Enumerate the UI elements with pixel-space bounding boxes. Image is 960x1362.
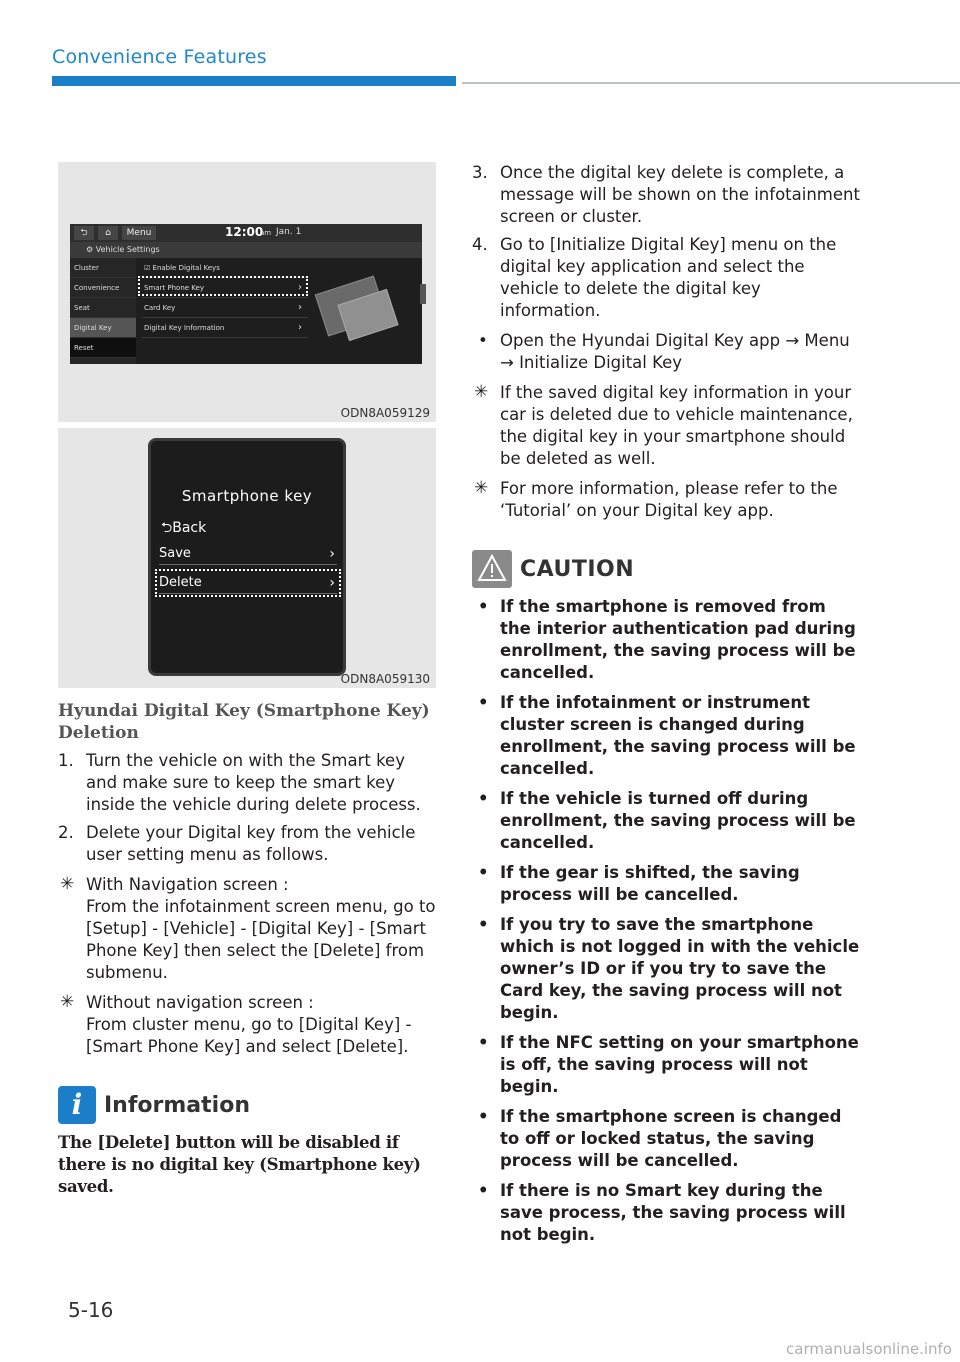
- bullet-dot: •: [478, 789, 489, 808]
- cluster-item-label: Save: [159, 546, 191, 561]
- caution-text: If the infotainment or instrument cluster screen is changed during enrollment, the saving process will be cancelled.: [500, 693, 856, 778]
- caution-text: If you try to save the smartphone which is not logged in with the vehicle owner’s ID or if you try to save the Card key, the saving process will not begin.: [500, 915, 860, 1022]
- caution-item: [472, 1180, 860, 1246]
- step-number: 4.: [472, 235, 488, 254]
- asterisk-icon: ✳: [60, 874, 75, 894]
- screen-row-enable: [142, 258, 308, 278]
- step-number: 3.: [472, 163, 488, 182]
- back-arrow-icon: ⮌: [161, 520, 173, 536]
- bullet-dot: •: [478, 1181, 489, 1200]
- note-text: For more information, please refer to the ‘Tutorial’ on your Digital key app.: [500, 479, 838, 520]
- chevron-right-icon: ›: [298, 322, 302, 333]
- sidebar-item-digital-key: Digital Key: [70, 318, 136, 338]
- bullet-dot: •: [478, 331, 488, 350]
- chevron-right-icon: ›: [298, 282, 302, 293]
- highlight-dotted-frame: [155, 569, 341, 597]
- gear-icon: ⚙: [86, 245, 96, 254]
- screen-row-label: Enable Digital Keys: [152, 264, 220, 272]
- caution-item: [472, 788, 860, 854]
- asterisk-icon: ✳: [60, 992, 75, 1012]
- cluster-screen: [148, 438, 346, 676]
- bullet-dot: •: [478, 915, 489, 934]
- chevron-right-icon: ›: [329, 546, 335, 562]
- caution-title: CAUTION: [520, 556, 635, 582]
- bullet-text: Open the Hyundai Digital Key app → Menu → Initialize Digital Key: [500, 331, 850, 372]
- caution-text: If the smartphone screen is changed to off or locked status, the saving process will be cancelled.: [500, 1107, 842, 1170]
- header-accent-bar: [52, 76, 456, 86]
- screen-top-bar: [70, 224, 422, 242]
- asterisk-icon: ✳: [474, 382, 489, 402]
- note-heading: With Navigation screen :: [86, 875, 289, 894]
- cluster-item-save: [159, 543, 337, 565]
- cluster-back-label: Back: [172, 520, 207, 536]
- screen-subtitle: [70, 242, 422, 258]
- figure-infotainment-screen: [58, 162, 436, 422]
- bullet-dot: •: [478, 1033, 489, 1052]
- clock-date: Jan. 1: [276, 227, 302, 237]
- caution-item: [472, 692, 860, 780]
- page-number: 5-16: [68, 1298, 114, 1322]
- note-item: [472, 478, 860, 522]
- figure-cluster-screen: [58, 428, 436, 688]
- highlight-dotted-frame: [138, 276, 308, 296]
- information-header: [58, 1086, 436, 1124]
- step-text: Go to [Initialize Digital Key] menu on the digital key application and select the vehicle to delete the digital key information.: [500, 235, 837, 320]
- chapter-title: Convenience Features: [52, 46, 267, 68]
- screen-row-digital-key-info: [142, 318, 308, 338]
- asterisk-icon: ✳: [474, 478, 489, 498]
- sidebar-item-convenience: Convenience: [70, 278, 136, 298]
- menu-button: Menu: [122, 226, 156, 240]
- figure-code: ODN8A059130: [340, 672, 430, 686]
- screen-side-tab: [420, 284, 426, 304]
- caution-text: If the gear is shifted, the saving process will be cancelled.: [500, 863, 800, 904]
- screen-subtitle-text: Vehicle Settings: [95, 245, 160, 254]
- caution-item: [472, 596, 860, 684]
- clock-time: 12:00: [225, 225, 264, 239]
- section-title: Hyundai Digital Key (Smartphone Key) Deletion: [58, 701, 430, 743]
- chevron-right-icon: ›: [329, 575, 335, 591]
- step-text: Once the digital key delete is complete, a message will be shown on the infotainment screen or cluster.: [500, 163, 860, 226]
- checkbox-icon: ☑: [144, 264, 153, 272]
- step-item: [58, 822, 436, 866]
- screen-row-label: Card Key: [144, 304, 176, 312]
- step-number: 2.: [58, 823, 74, 842]
- right-column: [472, 162, 860, 1246]
- bullet-dot: •: [478, 597, 489, 616]
- sidebar-item-seat: Seat: [70, 298, 136, 318]
- step-text: Turn the vehicle on with the Smart key and make sure to keep the smart key inside the vehicle during delete process.: [86, 751, 421, 814]
- screen-sidebar: [70, 258, 136, 364]
- bullet-dot: •: [478, 1107, 489, 1126]
- screen-row-label: Digital Key Information: [144, 324, 225, 332]
- home-icon: ⌂: [98, 226, 118, 240]
- cluster-item-label: Delete: [159, 575, 202, 590]
- bullet-item: [472, 330, 860, 374]
- step-item: [472, 162, 860, 228]
- left-column: [58, 162, 436, 1198]
- figure-code: ODN8A059129: [340, 406, 430, 420]
- note-heading: Without navigation screen :: [86, 993, 314, 1012]
- step-item: [58, 750, 436, 816]
- caution-item: [472, 914, 860, 1024]
- back-arrow-icon: ⮌: [74, 226, 94, 240]
- caution-item: [472, 862, 860, 906]
- information-title: Information: [104, 1092, 250, 1118]
- caution-header: [472, 550, 860, 588]
- bullet-dot: •: [478, 863, 489, 882]
- header-divider: [462, 82, 960, 84]
- information-icon: i: [58, 1086, 96, 1124]
- caution-text: If there is no Smart key during the save process, the saving process will not begin.: [500, 1181, 846, 1244]
- cluster-title: Smartphone key: [181, 487, 313, 505]
- screen-row-label: Smart Phone Key: [144, 284, 204, 292]
- note-text: From the infotainment screen menu, go to [Setup] - [Vehicle] - [Digital Key] - [Smart Phone Key] then select the [Delete] from submenu.: [86, 897, 436, 982]
- caution-text: If the NFC setting on your smartphone is off, the saving process will not begin.: [500, 1033, 859, 1096]
- cluster-back: [161, 517, 206, 541]
- sidebar-item-reset: Reset: [70, 338, 136, 358]
- watermark: carmanualsonline.info: [786, 1340, 952, 1358]
- caution-item: [472, 1106, 860, 1172]
- infotainment-screen: [70, 224, 422, 364]
- caution-text: If the smartphone is removed from the interior authentication pad during enrollment, the saving process will be cancelled.: [500, 597, 856, 682]
- note-text: From cluster menu, go to [Digital Key] - [Smart Phone Key] and select [Delete].: [86, 1015, 412, 1056]
- note-item: [472, 382, 860, 470]
- clock-am: am: [260, 229, 272, 237]
- sidebar-item-cluster: Cluster: [70, 258, 136, 278]
- caution-item: [472, 1032, 860, 1098]
- warning-triangle-icon: [472, 550, 512, 588]
- step-text: Delete your Digital key from the vehicle user setting menu as follows.: [86, 823, 416, 864]
- step-number: 1.: [58, 751, 74, 770]
- step-item: [472, 234, 860, 322]
- information-text: The [Delete] button will be disabled if there is no digital key (Smartphone key) saved.: [58, 1133, 421, 1196]
- screen-row-card-key: [142, 298, 308, 318]
- chevron-right-icon: ›: [298, 302, 302, 313]
- bullet-dot: •: [478, 693, 489, 712]
- caution-text: If the vehicle is turned off during enrollment, the saving process will be cancelled.: [500, 789, 856, 852]
- note-item: [58, 874, 436, 984]
- note-item: [58, 992, 436, 1058]
- note-text: If the saved digital key information in your car is deleted due to vehicle maintenance, the digital key in your smartphone should be deleted as well.: [500, 383, 853, 468]
